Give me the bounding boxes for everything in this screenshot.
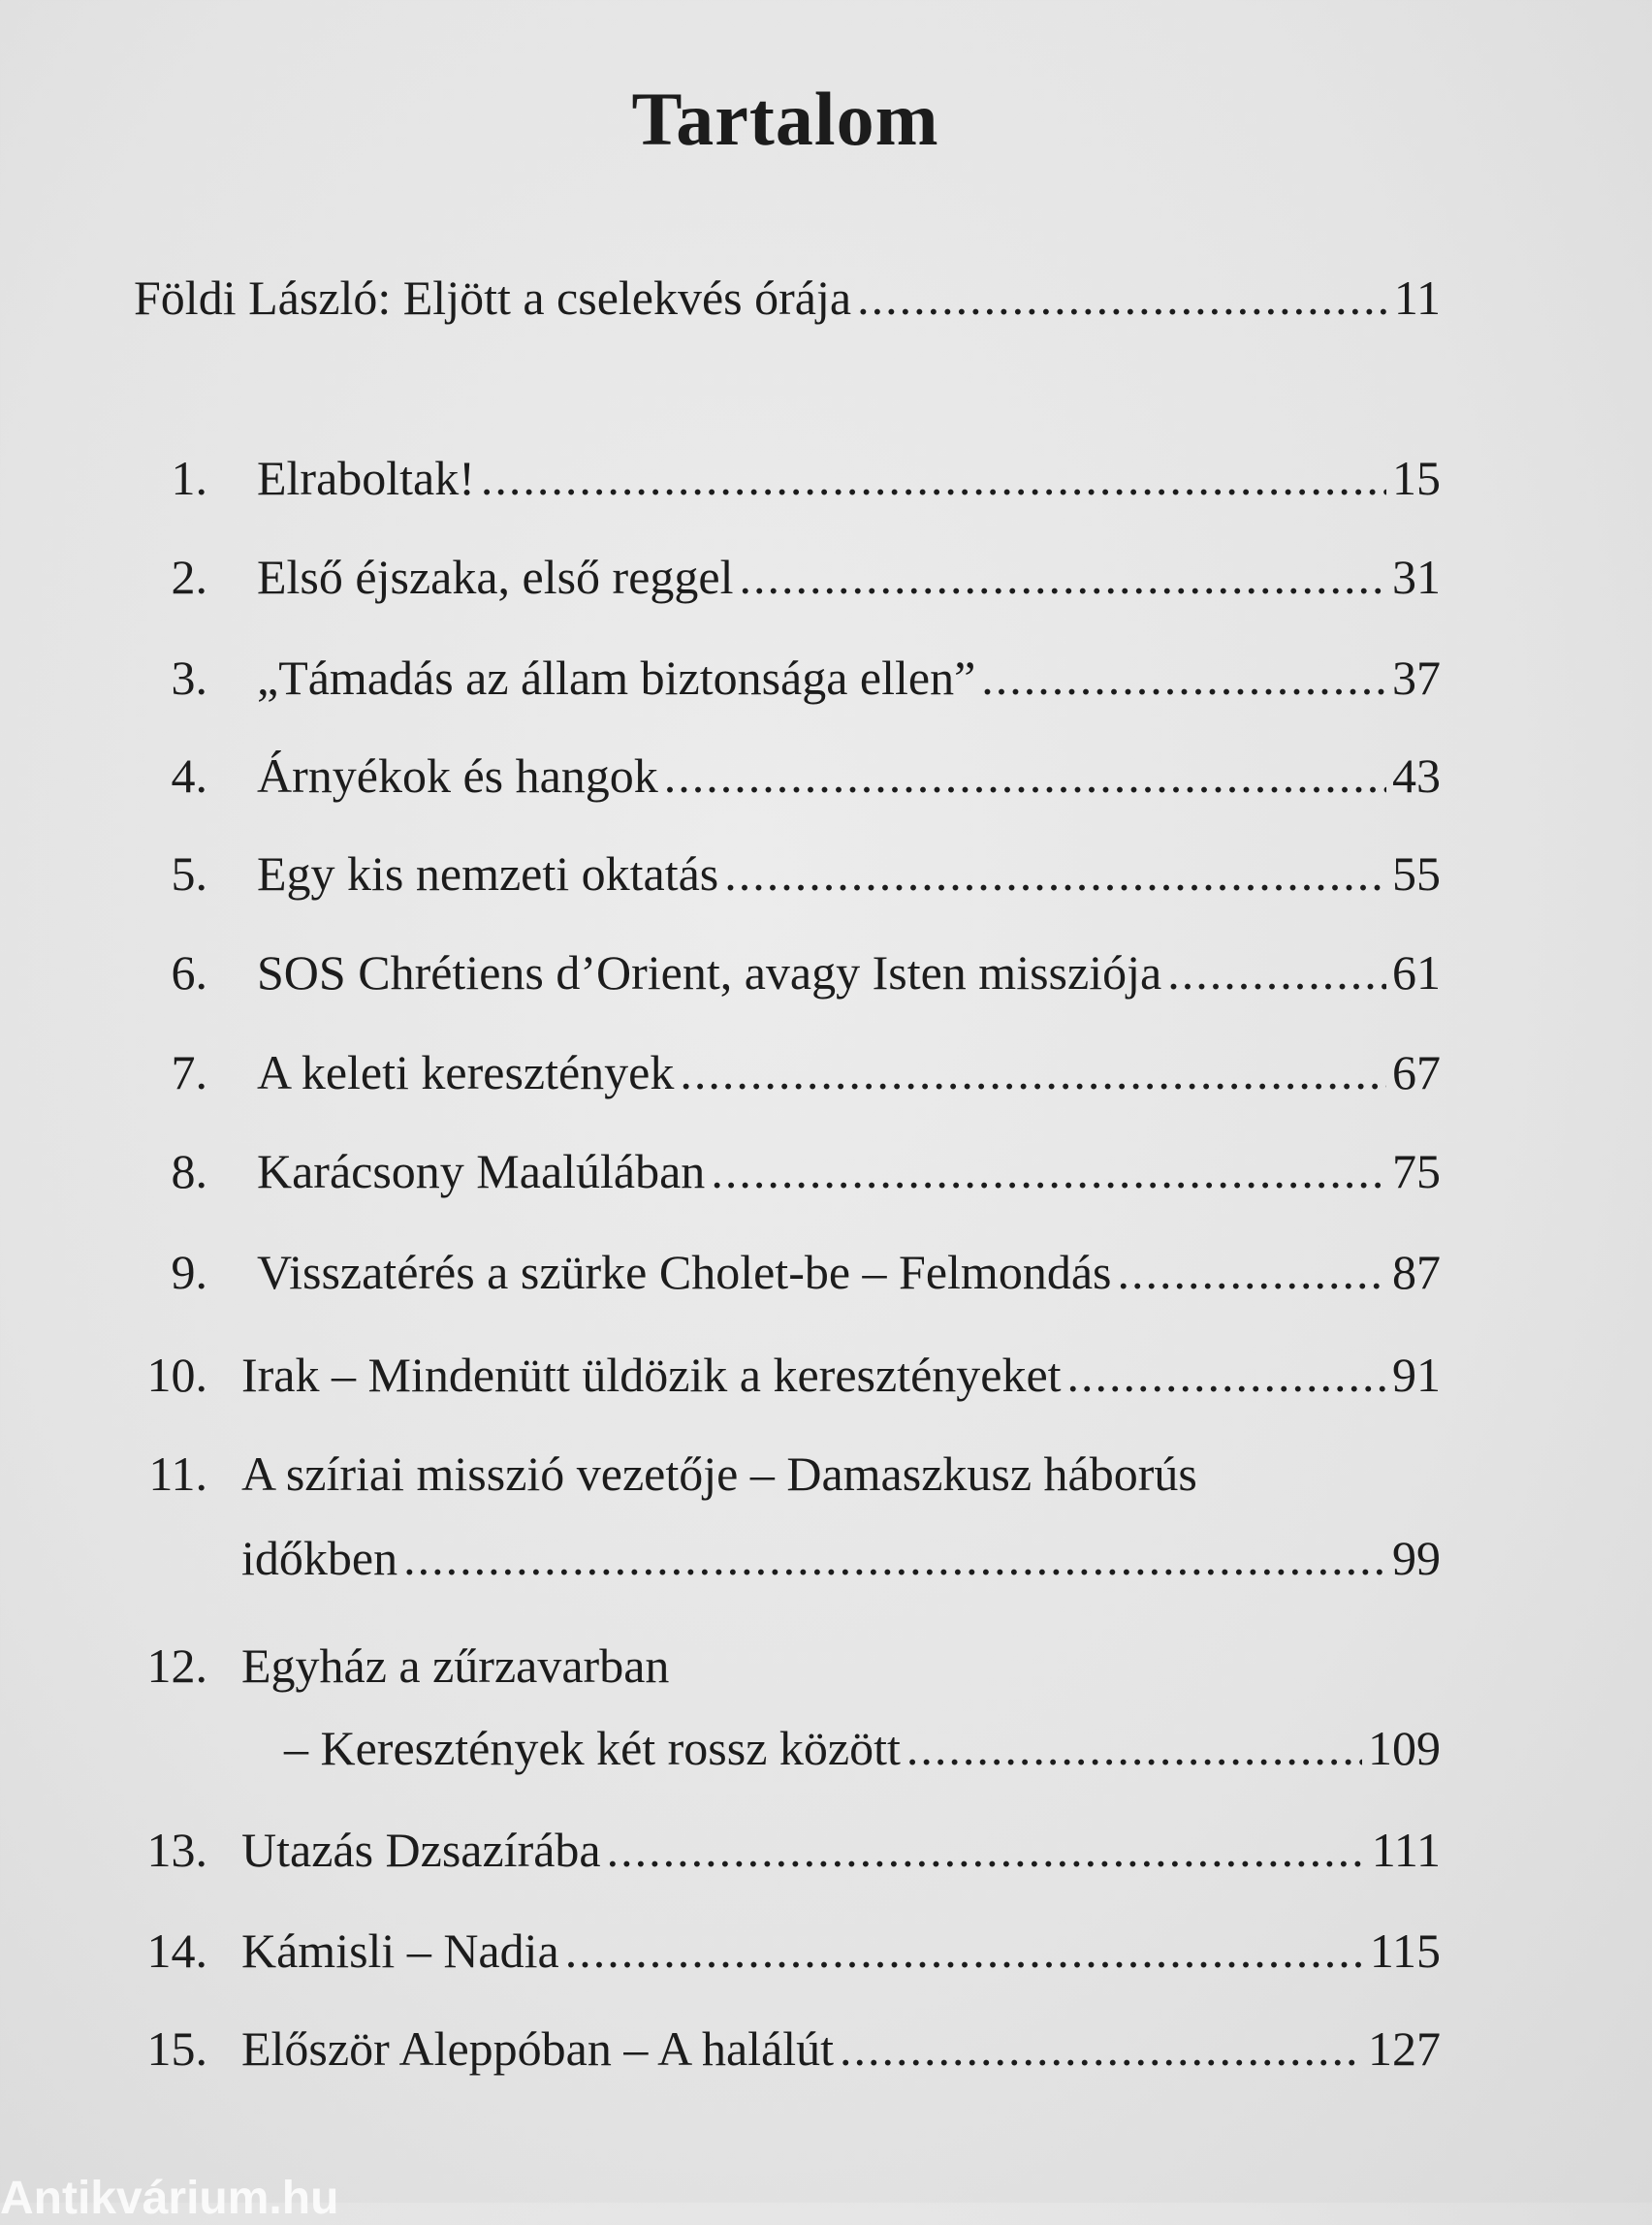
entry-page: 99 xyxy=(1392,1531,1441,1585)
entry-page: 115 xyxy=(1369,1923,1441,1978)
entry-title: Egy kis nemzeti oktatás xyxy=(257,846,719,901)
chapter-number: 4. xyxy=(171,748,207,803)
dot-leader xyxy=(1067,1341,1386,1409)
entry-page: 109 xyxy=(1368,1721,1441,1775)
entry-title: A keleti keresztények xyxy=(257,1045,675,1099)
entry-page: 127 xyxy=(1368,2021,1441,2076)
toc-entry xyxy=(0,1440,1652,1508)
entry-page: 75 xyxy=(1392,1144,1441,1198)
toc-entry xyxy=(0,1038,1652,1106)
toc-entry xyxy=(0,1714,1652,1782)
entry-title: Kámisli – Nadia xyxy=(241,1923,559,1978)
dot-leader xyxy=(607,1816,1366,1884)
toc-entry xyxy=(0,742,1652,810)
entry-page: 15 xyxy=(1392,451,1441,505)
entry-page: 111 xyxy=(1371,1823,1441,1877)
dot-leader xyxy=(840,2015,1362,2082)
entry-title: Első éjszaka, első reggel xyxy=(257,550,734,604)
chapter-number: 8. xyxy=(171,1144,207,1198)
watermark: Antikvárium.hu xyxy=(0,2173,339,2224)
entry-page: 55 xyxy=(1392,846,1441,901)
entry-page: 31 xyxy=(1392,550,1441,604)
dot-leader xyxy=(565,1917,1364,1985)
entry-title: – Keresztények két rossz között xyxy=(284,1721,901,1775)
dot-leader xyxy=(981,644,1386,712)
dot-leader xyxy=(481,444,1386,512)
toc-entry xyxy=(0,444,1652,512)
entry-title: Először Aleppóban – A halálút xyxy=(241,2021,835,2076)
entry-title: Utazás Dzsazírába xyxy=(241,1823,601,1877)
chapter-number: 2. xyxy=(171,550,207,604)
chapter-number: 11. xyxy=(148,1446,207,1501)
chapter-number: 14. xyxy=(146,1923,207,1978)
entry-page: 61 xyxy=(1392,945,1441,1000)
entry-title: Egyház a zűrzavarban xyxy=(241,1638,670,1693)
chapter-number: 7. xyxy=(171,1045,207,1099)
chapter-number: 12. xyxy=(146,1638,207,1693)
entry-title: „Támadás az állam biztonsága ellen” xyxy=(257,651,976,705)
chapter-number: 3. xyxy=(171,651,207,705)
dot-leader xyxy=(664,742,1386,810)
chapter-number: 10. xyxy=(146,1348,207,1402)
toc-entry xyxy=(0,938,1652,1006)
dot-leader xyxy=(680,1038,1386,1106)
dot-leader xyxy=(1167,938,1386,1006)
toc-entry xyxy=(0,1137,1652,1205)
entry-title: Irak – Mindenütt üldözik a keresztényeket xyxy=(241,1348,1062,1402)
toc-entry xyxy=(0,543,1652,611)
toc-entry xyxy=(0,1917,1652,1985)
chapter-number: 6. xyxy=(171,945,207,1000)
entry-title: SOS Chrétiens d’Orient, avagy Isten missziója xyxy=(257,945,1162,1000)
toc-foreword xyxy=(0,264,1652,332)
entry-page: 11 xyxy=(1393,270,1441,325)
toc-entry xyxy=(0,644,1652,712)
entry-page: 43 xyxy=(1392,748,1441,803)
chapter-number: 9. xyxy=(171,1245,207,1299)
dot-leader xyxy=(711,1137,1386,1205)
toc-entry xyxy=(0,1524,1652,1592)
entry-page: 37 xyxy=(1392,651,1441,705)
dot-leader xyxy=(724,840,1386,907)
entry-title: Visszatérés a szürke Cholet-be – Felmondás xyxy=(257,1245,1112,1299)
entry-page: 87 xyxy=(1392,1245,1441,1299)
chapter-number: 1. xyxy=(171,451,207,505)
toc-entry xyxy=(0,1632,1652,1700)
dot-leader xyxy=(739,543,1386,611)
chapter-number: 5. xyxy=(171,846,207,901)
entry-title: Földi László: Eljött a cselekvés órája xyxy=(134,270,852,325)
dot-leader xyxy=(1117,1238,1386,1306)
dot-leader xyxy=(857,264,1388,332)
entry-title: Elraboltak! xyxy=(257,451,475,505)
toc-entry xyxy=(0,1341,1652,1409)
entry-title: Árnyékok és hangok xyxy=(257,748,658,803)
entry-page: 67 xyxy=(1392,1045,1441,1099)
dot-leader xyxy=(403,1524,1386,1592)
entry-title: A szíriai misszió vezetője – Damaszkusz háborús xyxy=(241,1446,1197,1501)
chapter-number: 15. xyxy=(146,2021,207,2076)
page-title: Tartalom xyxy=(631,77,939,161)
toc-entry xyxy=(0,1816,1652,1884)
dot-leader xyxy=(906,1714,1362,1782)
toc-entry xyxy=(0,1238,1652,1306)
entry-page: 91 xyxy=(1392,1348,1441,1402)
toc-entry xyxy=(0,840,1652,907)
entry-title: Karácsony Maalúlában xyxy=(257,1144,706,1198)
toc-entry xyxy=(0,2015,1652,2082)
chapter-number: 13. xyxy=(146,1823,207,1877)
entry-title: időkben xyxy=(241,1531,398,1585)
